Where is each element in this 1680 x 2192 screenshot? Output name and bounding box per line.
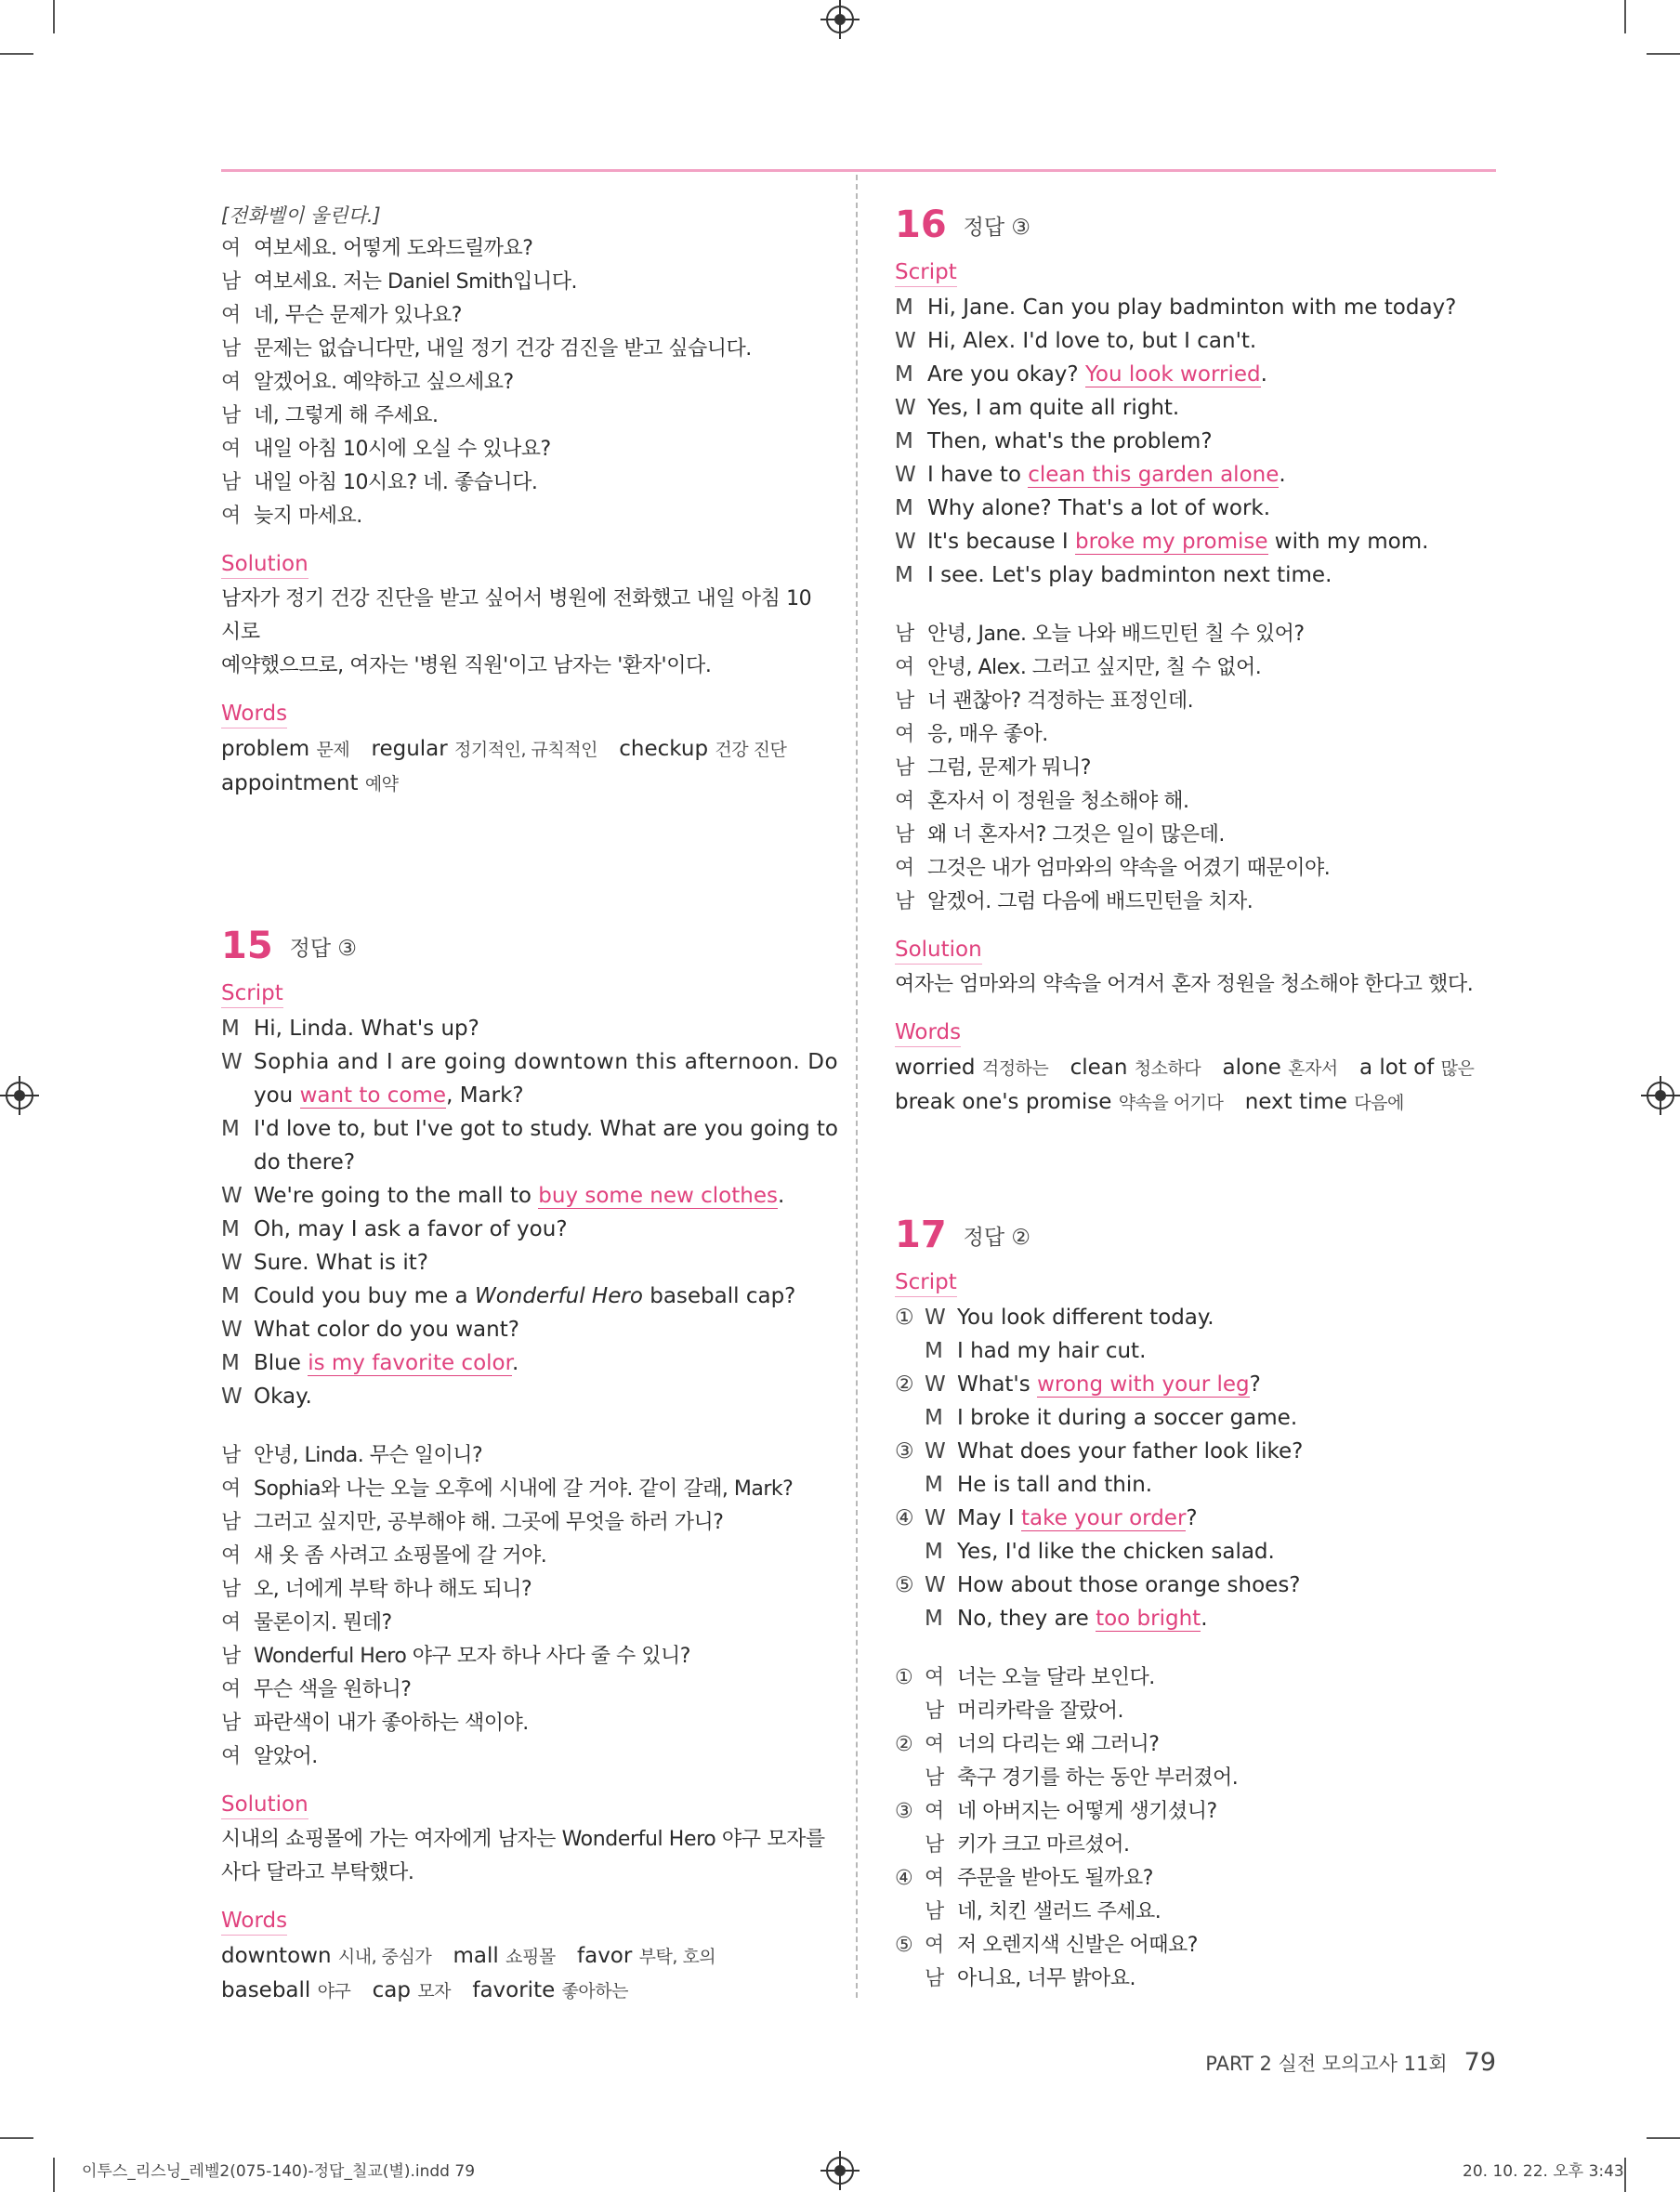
ko-line: 남 안녕, Linda. 무슨 일이니? [221, 1444, 483, 1467]
ko-line: 남 오, 너에게 부탁 하나 해도 되니? [221, 1578, 532, 1601]
crop-mark [0, 2137, 33, 2139]
script-line: M Why alone? That's a lot of work. [895, 496, 1271, 520]
ko-line: 여 늦지 마세요. [221, 505, 362, 528]
words-list: downtown 시내, 중심가 mall 쇼핑몰 favor 부탁, 호의 baseball 야구 cap 모자 favorite 좋아하는 [221, 1944, 716, 2002]
ko-line: 남 안녕, Jane. 오늘 나와 배드민턴 칠 수 있어? [895, 623, 1305, 646]
ko-option-line: 남 아니요, 너무 밝아요. [925, 1967, 1135, 1990]
words-list: problem 문제 regular 정기적인, 규칙적인 checkup 건강 진단 appointment 예약 [221, 737, 787, 795]
ko-option-line: 남 축구 경기를 하는 동안 부러졌어. [925, 1766, 1239, 1790]
script-line: W Okay. [221, 1385, 312, 1409]
left-column [221, 199, 839, 2008]
ko-option-line: ③ 여 네 아버지는 어떻게 생기셨니? [895, 1800, 1217, 1823]
question-header [221, 920, 825, 972]
crop-mark [53, 0, 55, 33]
option-line: M I had my hair cut. [925, 1339, 1147, 1363]
ko-line: 여 그것은 내가 엄마와의 약속을 어겼기 때문이야. [895, 857, 1331, 880]
ko-option-line: ① 여 너는 오늘 달라 보인다. [895, 1666, 1155, 1689]
ko-option-line: 남 네, 치킨 샐러드 주세요. [925, 1900, 1162, 1923]
script-line: W I have to clean this garden alone. [895, 463, 1286, 487]
ko-line: 여 혼자서 이 정원을 청소해야 해. [895, 790, 1189, 813]
ko-line: 여 무슨 색을 원하니? [221, 1678, 412, 1701]
crop-mark [1647, 2137, 1680, 2139]
ko-option-line: ⑤ 여 저 오렌지색 신발은 어때요? [895, 1934, 1198, 1957]
column-divider [856, 175, 858, 1998]
ko-line: 남 네, 그렇게 해 주세요. [221, 404, 439, 427]
script-line: W Sure. What is it? [221, 1251, 428, 1275]
page-footer [1205, 2048, 1496, 2077]
script-label: Script [221, 979, 283, 1008]
ko-option-line: 남 키가 크고 마르셨어. [925, 1833, 1130, 1857]
script-line: W We're going to the mall to buy some new clothes. [221, 1184, 785, 1208]
ko-option-line: ② 여 너의 다리는 왜 그러니? [895, 1733, 1160, 1756]
script-line: M Hi, Jane. Can you play badminton with me today? [895, 295, 1457, 320]
option-line: ④ W May I take your order? [895, 1506, 1198, 1530]
option-line: ② W What's wrong with your leg? [895, 1372, 1261, 1397]
solution-label: Solution [221, 550, 308, 579]
right-column [895, 199, 1499, 1996]
ko-line: 여 안녕, Alex. 그러고 싶지만, 칠 수 없어. [895, 656, 1262, 679]
solution-text: 시내의 쇼핑몰에 가는 여자에게 남자는 Wonderful Hero 야구 모자를 사다 달라고 부탁했다. [221, 1828, 825, 1884]
registration-mark-icon [826, 2157, 854, 2185]
solution-label: Solution [895, 936, 982, 965]
crop-mark [1647, 53, 1680, 55]
script-line: M Blue is my favorite color. [221, 1351, 519, 1375]
words-list: worried 걱정하는 clean 청소하다 alone 혼자서 a lot of 많은 break one's promise 약속을 어기다 next time 다음에 [895, 1056, 1475, 1114]
ko-line: 여 내일 아침 10시에 오실 수 있나요? [221, 438, 551, 461]
solution-text: 남자가 정기 건강 진단을 받고 싶어서 병원에 전화했고 내일 아침 10시로 예약했으므로, 여자는 '병원 직원'이고 남자는 '환자'이다. [221, 587, 812, 677]
print-slug-left: 이투스_리스닝_레벨2(075-140)-정답_칠교(별).indd 79 [82, 2162, 476, 2181]
top-rule [221, 169, 1496, 172]
option-line: M I broke it during a soccer game. [925, 1406, 1298, 1430]
crop-mark [1624, 0, 1626, 33]
script-label: Script [895, 258, 957, 287]
ko-line: 여 응, 매우 좋아. [895, 723, 1048, 746]
ko-line: 남 그럼, 문제가 뭐니? [895, 756, 1091, 780]
script-line: do there? [254, 1150, 356, 1175]
ko-option-line: 남 머리카락을 잘랐어. [925, 1700, 1124, 1723]
crop-mark [1624, 2158, 1626, 2192]
script-line: M I'd love to, but I've got to study. What are you going to [221, 1117, 838, 1141]
script-line: M Are you okay? You look worried. [895, 362, 1267, 387]
words-label: Words [221, 1907, 287, 1936]
option-line: M No, they are too bright. [925, 1607, 1208, 1631]
solution-text: 여자는 엄마와의 약속을 어겨서 혼자 정원을 청소해야 한다고 했다. [895, 973, 1474, 996]
question-number: 15 [221, 925, 273, 967]
script-line: W Sophia and I are going downtown this afternoon. Do [221, 1050, 839, 1074]
question-header [895, 199, 1499, 251]
ko-line: 여 물론이지. 뭔데? [221, 1611, 392, 1634]
ko-line: 여 Sophia와 나는 오늘 오후에 시내에 갈 거야. 같이 갈래, Mark? [221, 1477, 794, 1501]
ko-line: 남 너 괜찮아? 걱정하는 표정인데. [895, 689, 1194, 713]
words-label: Words [895, 1018, 961, 1047]
stage-note: [전화벨이 울린다.] [221, 204, 381, 227]
script-line: M Oh, may I ask a favor of you? [221, 1217, 568, 1241]
question-number: 16 [895, 203, 947, 246]
option-line: ③ W What does your father look like? [895, 1439, 1304, 1464]
ko-line: 여 네, 무슨 문제가 있나요? [221, 304, 462, 327]
ko-line: 남 알겠어. 그럼 다음에 배드민턴을 치자. [895, 890, 1253, 913]
script-label: Script [895, 1268, 957, 1297]
ko-line: 남 그러고 싶지만, 공부해야 해. 그곳에 무엇을 하러 가니? [221, 1511, 724, 1534]
solution-label: Solution [221, 1791, 308, 1819]
script-line: W It's because I broke my promise with my mom. [895, 530, 1429, 554]
part-label: PART 2 실전 모의고사 11회 [1205, 2053, 1448, 2075]
ko-line: 여 새 옷 좀 사려고 쇼핑몰에 갈 거야. [221, 1544, 547, 1568]
ko-line: 여 알았어. [221, 1745, 318, 1768]
crop-mark [53, 2158, 55, 2192]
ko-line: 남 왜 너 혼자서? 그것은 일이 많은데. [895, 823, 1225, 847]
script-line: M Hi, Linda. What's up? [221, 1017, 479, 1041]
question-number: 17 [895, 1214, 947, 1256]
script-line: M I see. Let's play badminton next time. [895, 563, 1332, 587]
words-label: Words [221, 700, 287, 728]
script-line: M Could you buy me a Wonderful Hero baseball cap? [221, 1284, 796, 1308]
print-slug-right: 20. 10. 22. 오후 3:43 [1463, 2162, 1624, 2181]
ko-line: 여 여보세요. 어떻게 도와드릴까요? [221, 237, 533, 260]
ko-line: 남 파란색이 내가 좋아하는 색이야. [221, 1712, 529, 1735]
ko-line: 남 내일 아침 10시요? 네. 좋습니다. [221, 471, 538, 494]
script-line: you want to come, Mark? [254, 1083, 524, 1108]
option-line: M He is tall and thin. [925, 1473, 1153, 1497]
ko-option-line: ④ 여 주문을 받아도 될까요? [895, 1867, 1153, 1890]
option-line: ⑤ W How about those orange shoes? [895, 1573, 1301, 1597]
script-line: W What color do you want? [221, 1318, 519, 1342]
ko-line: 여 알겠어요. 예약하고 싶으세요? [221, 371, 514, 394]
script-line: W Hi, Alex. I'd love to, but I can't. [895, 329, 1257, 353]
script-line: W Yes, I am quite all right. [895, 396, 1180, 420]
answer-label: 정답 ③ [289, 936, 358, 961]
registration-mark-icon [1647, 1082, 1674, 1109]
page-number: 79 [1463, 2048, 1496, 2077]
ko-line: 남 Wonderful Hero 야구 모자 하나 사다 줄 수 있니? [221, 1645, 690, 1668]
option-line: M Yes, I'd like the chicken salad. [925, 1540, 1275, 1564]
crop-mark [0, 53, 33, 55]
answer-label: 정답 ③ [963, 215, 1031, 240]
ko-line: 남 여보세요. 저는 Daniel Smith입니다. [221, 270, 577, 294]
option-line: ① W You look different today. [895, 1306, 1214, 1330]
registration-mark-icon [826, 6, 854, 33]
answer-label: 정답 ② [963, 1225, 1031, 1250]
question-header [895, 1209, 1499, 1261]
registration-mark-icon [6, 1082, 33, 1109]
script-line: M Then, what's the problem? [895, 429, 1213, 453]
ko-line: 남 문제는 없습니다만, 내일 정기 건강 검진을 받고 싶습니다. [221, 337, 752, 361]
